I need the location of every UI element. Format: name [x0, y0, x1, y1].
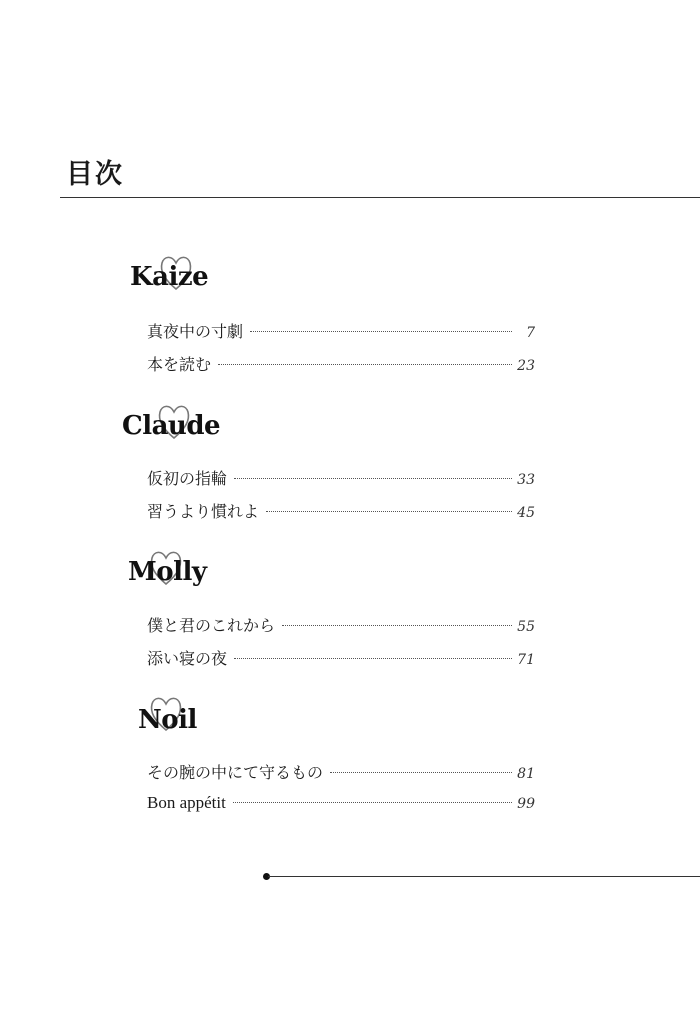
- entry-title: 仮初の指輪: [147, 469, 228, 488]
- dot-leader: [218, 364, 512, 365]
- entry-title: 添い寝の夜: [147, 649, 228, 668]
- dot-leader: [234, 478, 512, 479]
- section-name: Kaize: [130, 262, 209, 292]
- section-header-molly: [128, 557, 248, 617]
- section-name: Noil: [138, 705, 197, 735]
- toc-entry[interactable]: [147, 352, 535, 378]
- page-number: 99: [517, 796, 535, 812]
- page-number: 7: [526, 325, 535, 341]
- section-header-noil: [138, 705, 258, 765]
- toc-entry[interactable]: [147, 613, 535, 639]
- page-number: 23: [517, 358, 535, 374]
- section-header-claude: [122, 411, 242, 471]
- toc-entry[interactable]: [147, 793, 535, 819]
- dot-leader: [330, 772, 512, 773]
- dot-leader: [250, 331, 512, 332]
- entry-title: その腕の中にて守るもの: [147, 763, 324, 782]
- page-number: 71: [517, 652, 535, 668]
- toc-entry[interactable]: [147, 319, 535, 345]
- toc-entry[interactable]: [147, 499, 535, 525]
- section-header-kaize: [130, 262, 250, 322]
- entry-title: 本を読む: [147, 355, 212, 374]
- dot-leader: [282, 625, 512, 626]
- page-number: 81: [517, 766, 535, 782]
- dot-leader: [266, 511, 512, 512]
- entry-title: 習うより慣れよ: [147, 502, 260, 521]
- page-number: 33: [517, 472, 535, 488]
- footer-divider: [268, 876, 700, 877]
- toc-entry[interactable]: [147, 760, 535, 786]
- page-number: 45: [517, 505, 535, 521]
- toc-entry[interactable]: [147, 646, 535, 672]
- title-divider: [60, 197, 700, 198]
- entry-title: 僕と君のこれから: [147, 616, 276, 635]
- page-title: 目次: [66, 159, 124, 190]
- toc-entry[interactable]: [147, 466, 535, 492]
- entry-title: Bon appétit: [147, 793, 226, 812]
- dot-leader: [233, 802, 512, 803]
- page-number: 55: [517, 619, 535, 635]
- entry-title: 真夜中の寸劇: [147, 322, 244, 341]
- dot-leader: [234, 658, 512, 659]
- section-name: Claude: [122, 411, 221, 441]
- section-name: Molly: [128, 557, 207, 587]
